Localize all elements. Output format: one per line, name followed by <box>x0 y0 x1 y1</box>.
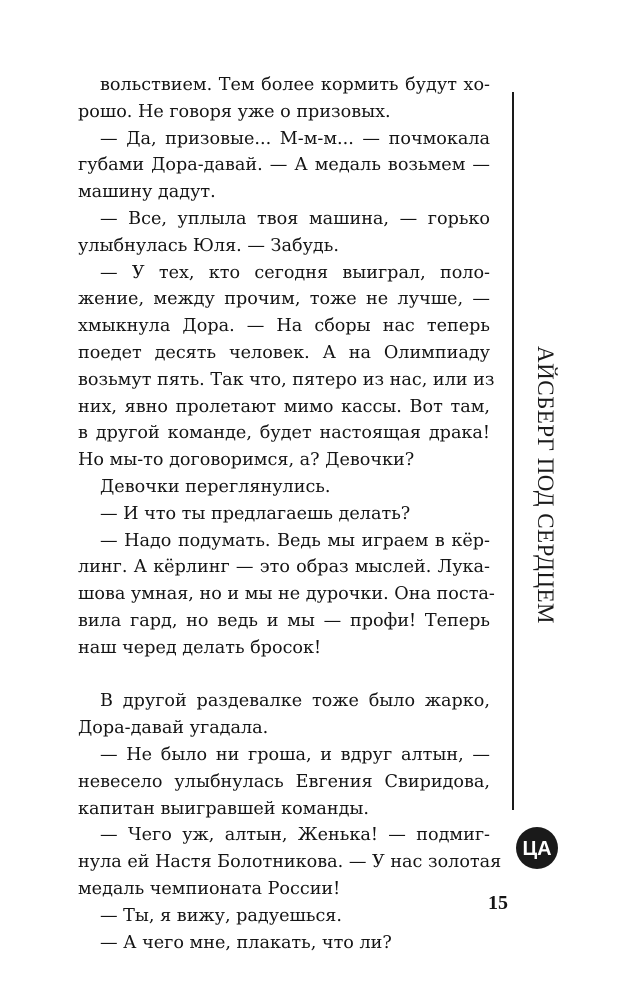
text-line: нула ей Настя Болотникова. — У нас золотая <box>78 852 502 873</box>
text-line: — И что ты предлагаешь делать? <box>100 503 411 524</box>
publisher-logo-text: ЦА <box>522 838 552 860</box>
text-line: рошо. Не говоря уже о призовых. <box>78 101 391 122</box>
text-line: медаль чемпионата России! <box>78 878 341 899</box>
text-line: вила гард, но ведь и мы — профи! Теперь <box>78 610 490 631</box>
text-line: губами Дора-давай. — А медаль возьмем — <box>78 155 490 176</box>
running-title-text: АЙСБЕРГ ПОД СЕРДЦЕМ <box>533 346 558 624</box>
publisher-logo-icon <box>515 826 559 870</box>
text-line: — А чего мне, плакать, что ли? <box>100 932 392 953</box>
text-line: Но мы-то договоримся, а? Девочки? <box>78 450 415 471</box>
text-line: — Надо подумать. Ведь мы играем в кёр- <box>100 530 490 551</box>
text-line: линг. А кёрлинг — это образ мыслей. Лука- <box>78 557 490 578</box>
text-line: шова умная, но и мы не дурочки. Она поста- <box>78 584 495 605</box>
page-number: 15 <box>488 892 508 914</box>
text-line: — Ты, я вижу, радуешься. <box>100 905 342 926</box>
text-line: вольствием. Тем более кормить будут хо- <box>100 75 490 95</box>
text-line: Дора-давай угадала. <box>78 718 269 739</box>
text-line: — У тех, кто сегодня выиграл, поло- <box>100 262 490 283</box>
text-line: улыбнулась Юля. — Забудь. <box>78 235 339 256</box>
text-line: капитан выигравшей команды. <box>78 798 369 819</box>
text-line: — Чего уж, алтын, Женька! — подмиг- <box>100 825 490 846</box>
side-rule <box>512 92 514 810</box>
text-line: хмыкнула Дора. — На сборы нас теперь <box>78 316 490 337</box>
text-line: машину дадут. <box>78 182 216 203</box>
text-line: в другой команде, будет настоящая драка! <box>78 423 490 444</box>
text-line: — Да, призовые... М-м-м... — почмокала <box>100 128 490 149</box>
paragraph-gap <box>78 662 490 689</box>
text-line: поедет десять человек. А на Олимпиаду <box>78 342 490 363</box>
text-line: наш черед делать бросок! <box>78 637 322 658</box>
text-line: Девочки переглянулись. <box>100 476 331 497</box>
text-line: невесело улыбнулась Евгения Свиридова, <box>78 771 490 792</box>
text-line: — Не было ни гроша, и вдруг алтын, — <box>100 744 490 765</box>
running-title <box>530 346 560 624</box>
text-line: — Все, уплыла твоя машина, — горько <box>100 208 490 229</box>
text-line: В другой раздевалке тоже было жарко, <box>100 691 490 712</box>
text-line: жение, между прочим, тоже не лучше, — <box>78 289 490 310</box>
text-line: них, явно пролетают мимо кассы. Вот там, <box>78 396 490 417</box>
text-line: возьмут пять. Так что, пятеро из нас, или из <box>78 369 495 390</box>
